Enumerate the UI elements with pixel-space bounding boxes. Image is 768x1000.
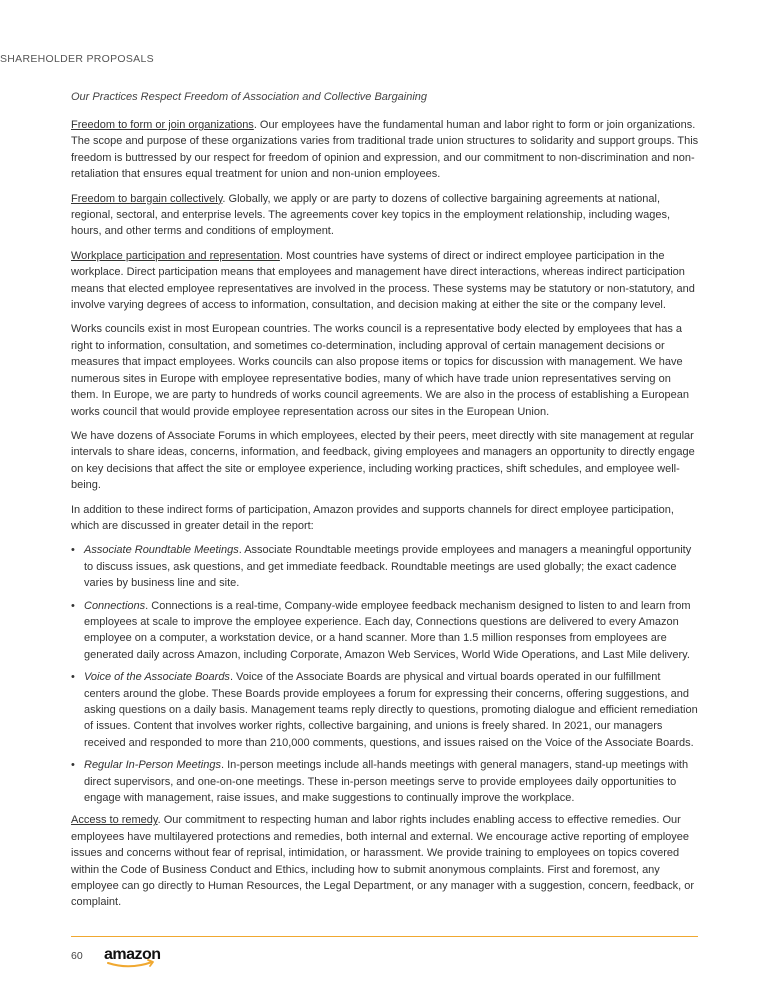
paragraph-freedom-to-join [71, 117, 699, 183]
list-item [71, 669, 699, 751]
logo-wordmark: amazon [104, 946, 161, 963]
section-label: SHAREHOLDER PROPOSALS [0, 53, 154, 65]
paragraph-lead: Freedom to form or join organizations [71, 119, 254, 131]
paragraph-works-councils: Works councils exist in most European countries. The works council is a representative body elected by employees that has a right to information, consultation, and sometimes co-determination, including approval of certain management decisions or measures that impact employees. Works councils can also propose items or topics for discussion with management. We have numerous sites in Europe with employee representative bodies, many of which have trade union representatives serving on them. In Europe, we are party to hundreds of works council agreements. We are also in the process of establishing a European works council that would provide employee representation across our sites in the European Union. [71, 323, 689, 418]
list-item-text: . In-person meetings include all-hands meetings with general managers, stand-up meetings with direct supervisors, and one-on-one meetings. These in-person meetings serve to provide employees daily opportunities to engage with management, raise issues, and make suggestions to continually improve the workplace. [84, 759, 689, 805]
amazon-logo [104, 945, 162, 969]
paragraph-associate-forums: We have dozens of Associate Forums in which employees, elected by their peers, meet directly with site management at regular intervals to share ideas, concerns, information, and feedback, giving employees and managers an opportunity to directly engage on key decisions that affect the site or employee experience, including working practices, shift schedules, and employee well-being. [71, 429, 695, 492]
paragraph-bargain [71, 191, 699, 240]
paragraph-participation [71, 248, 699, 314]
paragraph-text: . Globally, we apply or are party to dozens of collective bargaining agreements at national, regional, sectoral, and enterprise levels. The agreements cover key topics in the employment relationship, including wages, hours, and other terms and conditions of employment. [71, 192, 671, 238]
list-item-title: Connections [84, 599, 146, 612]
subheading: Our Practices Respect Freedom of Association and Collective Bargaining [71, 91, 428, 103]
paragraph-lead: Freedom to bargain collectively [71, 192, 223, 205]
list-item-text: . Connections is a real-time, Company-wide employee feedback mechanism designed to listen to and learn from employees at scale to improve the employee experience. Each day, Connections questions are delivered to every Amazon employee on a computer, a workstation device, or a hand scanner. More than 1.5 million responses from employees are generated daily across Amazon, including Corporate, Amazon Web Services, World Wide Operations, and Last Mile delivery. [84, 599, 691, 661]
list-item-title: Regular In-Person Meetings [84, 759, 221, 772]
list-item [71, 542, 699, 591]
page-number: 60 [71, 950, 83, 962]
paragraph-text: . Our commitment to respecting human and labor rights includes enabling access to effective remedies. Our employees have multilayered protections and remedies, both internal and external. We encourage active reporting of employee issues and concerns without fear of reprisal, intimidation, or harassment. We provide training to employees on topics covered within the Code of Business Conduct and Ethics, including how to submit anonymous complaints. First and foremost, any employee can go directly to Human Resources, the Legal Department, or any manager with a suggestion, concern, feedback, or complaint. [71, 814, 695, 909]
list-item-text: . Associate Roundtable meetings provide employees and managers a meaningful opportunity to discuss issues, ask questions, and get immediate feedback. Roundtable meetings are used globally; the exact cadence varies by business line and site. [84, 544, 692, 590]
list-item-text: . Voice of the Associate Boards are physical and virtual boards operated in our fulfillment centers around the globe. These Boards provide employees a forum for expressing their concerns, offering suggestions, and asking questions on a daily basis. Management teams reply directly to questions, promoting dialogue and efficient remediation of issues. Content that involves worker rights, collective bargaining, and unions is freely shared. In 2021, our managers received and responded to more than 210,000 comments, questions, and issues raised on the Voice of the Associate Boards. [84, 671, 698, 749]
list-item [71, 598, 699, 664]
list-item [71, 757, 699, 806]
page-content [71, 90, 699, 919]
paragraph-text: . Our employees have the fundamental human and labor right to form or join organizations. The scope and purpose of these organizations varies from traditional trade union structures to solidarity and support groups. This freedom is buttressed by our respect for freedom of opinion and expression, and our commitment to non-discrimination and non-retaliation that ensures equal treatment for union and non-union employees. [71, 119, 699, 181]
paragraph-text: . Most countries have systems of direct or indirect employee participation in the workplace. Direct participation means that employees and management have direct interactions, whereas indirect participation means that elected employee representatives are involved in the process. These systems may be statutory or non-statutory, and involve varying degrees of access to information, consultation, and decision making at either the site or the company level. [71, 249, 695, 312]
footer-divider [71, 936, 698, 937]
paragraph-lead: Access to remedy [71, 814, 158, 827]
participation-channels-list [71, 542, 699, 806]
paragraph-direct-participation: In addition to these indirect forms of participation, Amazon provides and supports channels for direct employee participation, which are discussed in greater detail in the report: [71, 503, 674, 532]
list-item-title: Voice of the Associate Boards [84, 671, 230, 684]
list-item-title: Associate Roundtable Meetings [84, 544, 239, 557]
paragraph-access-to-remedy [71, 812, 699, 910]
paragraph-lead: Workplace participation and representation [71, 249, 280, 262]
